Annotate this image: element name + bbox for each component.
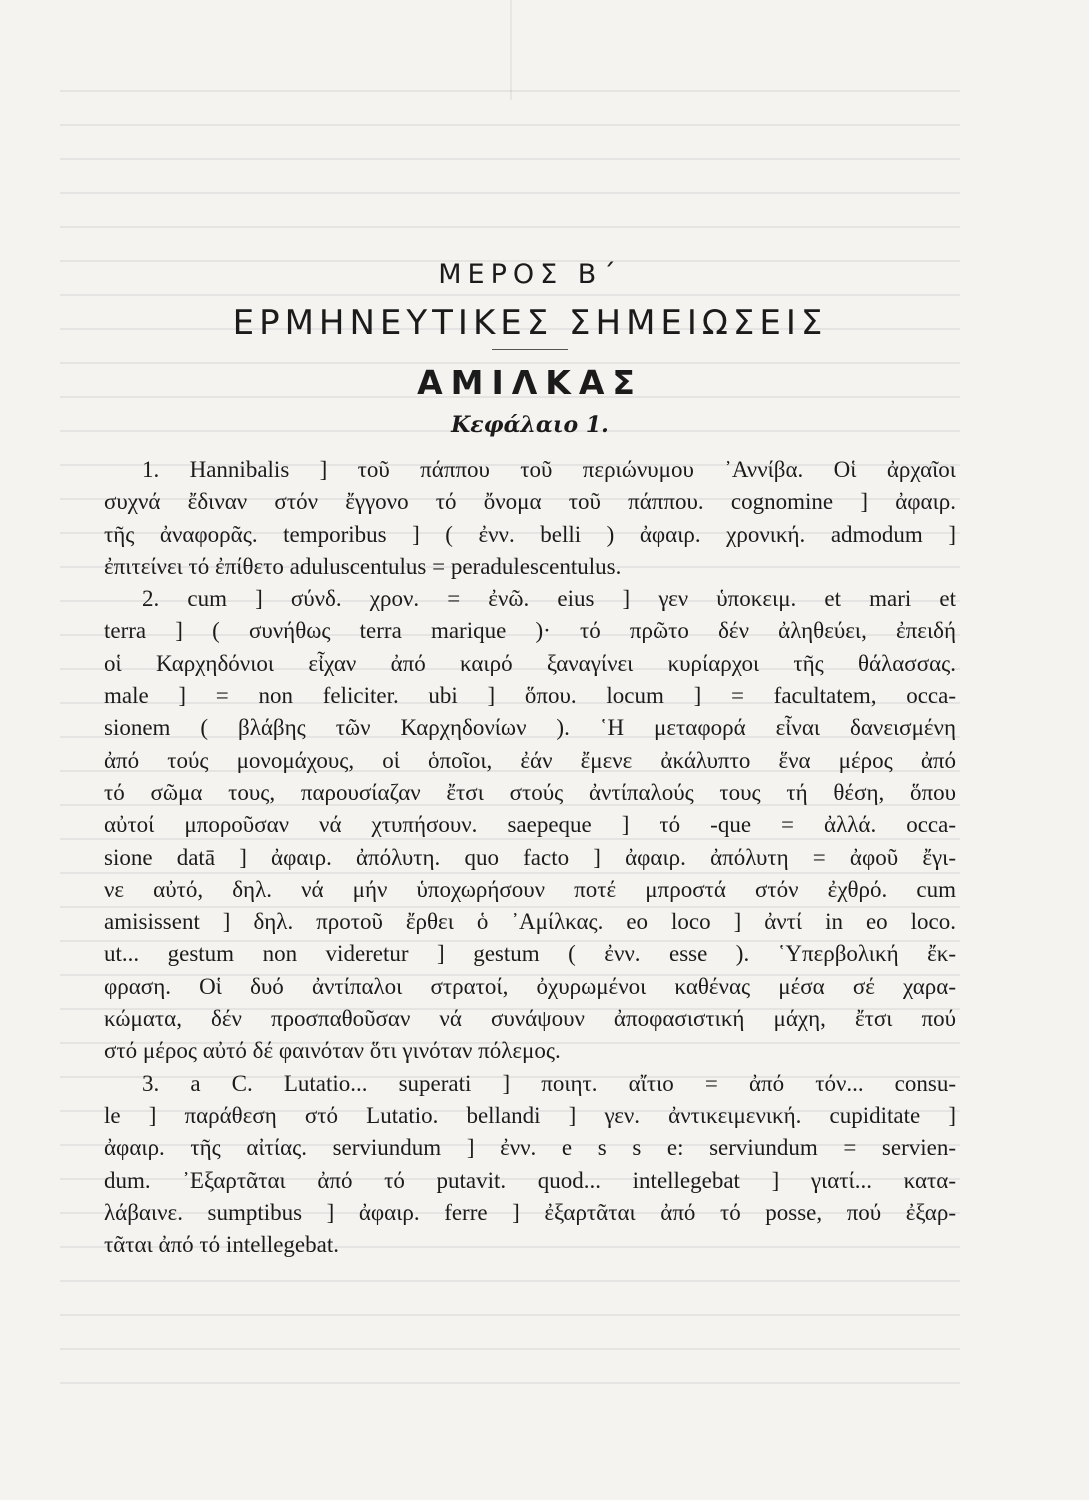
text-line: οἱ Καρχηδόνιοι εἶχαν ἀπό καιρό ξαναγίνει κυρίαρχοι τῆς θάλασσας. [104,650,956,676]
text-line: ἐπιτείνει τό ἐπίθετο aduluscentulus = peradulescentulus. [104,553,622,579]
text-line: male ] = non feliciter. ubi ] ὅπου. locum ] = facultatem, occa- [104,683,956,709]
text-line: le ] παράθεση στό Lutatio. bellandi ] γεν. ἀντικειμενική. cupiditate ] [104,1102,956,1128]
text-line: τό σῶμα τους, παρουσίαζαν ἔτσι στούς ἀντίπαλούς τους τή θέση, ὅπου [104,779,956,805]
text-line: sione datā ] ἀφαιρ. ἀπόλυτη. quo facto ] ἀφαιρ. ἀπόλυτη = ἀφοῦ ἔγι- [104,844,956,870]
text-line: ἀπό τούς μονομάχους, οἱ ὁποῖοι, ἐάν ἔμενε ἀκάλυπτο ἕνα μέρος ἀπό [104,747,956,773]
text-line: terra ] ( συνήθως terra marique )· τό πρῶτο δέν ἀληθεύει, ἐπειδή [104,618,956,644]
text-line: νε αὐτό, δηλ. νά μήν ὑποχωρήσουν ποτέ μπροστά στόν ἐχθρό. cum [104,876,956,902]
part-heading: ΜΕΡΟΣ Β΄ [438,259,622,290]
heading-divider [492,349,568,350]
page-content [104,255,956,1261]
text-line: dum. ᾿Εξαρτᾶται ἀπό τό putavit. quod... intellegebat ] γιατί... κατα- [104,1167,956,1193]
name-heading: ΑΜΙΛΚΑΣ [417,363,643,402]
text-line: 1. Hannibalis ] τοῦ πάππου τοῦ περιώνυμου ᾿Αννίβα. Οἱ ἀρχαῖοι [142,457,956,482]
text-line: κώματα, δέν προσπαθοῦσαν νά συνάψουν ἀποφασιστική μάχη, ἔτσι πού [104,1006,956,1032]
commentary-text [104,454,956,1261]
text-line: τᾶται ἀπό τό intellegebat. [104,1232,339,1258]
text-line: 3. a C. Lutatio... superati ] ποιητ. αἴτιο = ἀπό τόν... consu- [142,1070,956,1096]
text-line: συχνά ἔδιναν στόν ἔγγονο τό ὄνομα τοῦ πάππου. cognomine ] ἀφαιρ. [104,489,956,515]
text-line: ut... gestum non videretur ] gestum ( ἐνν. esse ). ῾Υπερβολική ἔκ- [104,941,956,967]
text-line: amisissent ] δηλ. προτοῦ ἔρθει ὁ ᾿Αμίλκας. eo loco ] ἀντί in eo loco. [104,909,956,935]
text-line: φραση. Οἱ δυό ἀντίπαλοι στρατοί, ὀχυρωμένοι καθένας μέσα σέ χαρα- [104,973,956,999]
section-heading: ΕΡΜΗΝΕΥΤΙΚΕΣ ΣΗΜΕΙΩΣΕΙΣ [232,303,828,343]
page-fold-mark [510,0,512,100]
text-line: λάβαινε. sumptibus ] ἀφαιρ. ferre ] ἐξαρτᾶται ἀπό τό posse, πού ἐξαρ- [104,1199,956,1225]
text-line: ἀφαιρ. τῆς αἰτίας. serviundum ] ἐνν. e s s e: serviundum = servien- [104,1135,956,1161]
text-line: αὐτοί μποροῦσαν νά χτυπήσουν. saepeque ] τό -que = ἀλλά. occa- [104,812,956,838]
text-line: τῆς ἀναφορᾶς. temporibus ] ( ἐνν. belli ) ἀφαιρ. χρονική. admodum ] [104,521,956,547]
text-line: sionem ( βλάβης τῶν Καρχηδονίων ). ῾Η μεταφορά εἶναι δανεισμένη [104,715,956,741]
text-line: 2. cum ] σύνδ. χρον. = ἐνῶ. eius ] γεν ὑποκειμ. et mari et [142,586,956,612]
chapter-heading: Κεφάλαιο 1. [451,412,609,438]
text-line: στό μέρος αὐτό δέ φαινόταν ὅτι γινόταν πόλεμος. [104,1038,561,1064]
